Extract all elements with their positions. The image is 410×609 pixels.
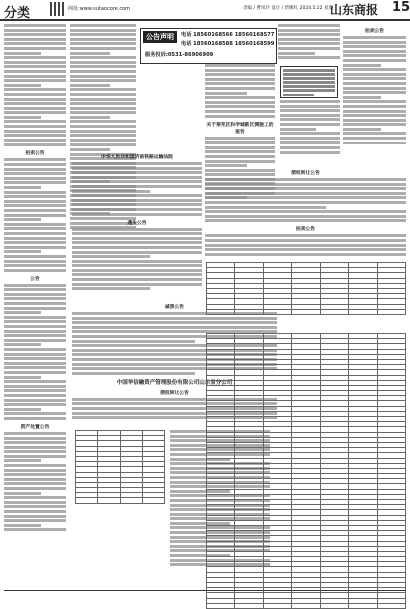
text-line	[343, 137, 406, 140]
text-line	[4, 459, 41, 462]
text-line	[4, 284, 66, 287]
text-line	[4, 473, 66, 476]
text-line	[343, 100, 406, 103]
text-line	[72, 228, 202, 231]
text-line	[4, 75, 66, 78]
text-line	[4, 177, 66, 180]
text-line	[72, 260, 202, 263]
notice-title: 减资公告	[72, 303, 277, 310]
text-line	[280, 109, 340, 112]
text-line	[343, 123, 406, 126]
text-line	[205, 110, 275, 113]
text-line	[4, 42, 66, 45]
text-line	[343, 91, 406, 94]
text-line	[72, 273, 202, 276]
text-line	[4, 163, 66, 166]
text-line	[72, 203, 202, 206]
text-line	[4, 437, 66, 440]
table-cell	[377, 309, 405, 314]
text-line	[72, 269, 202, 272]
notice-title: 资产处置公告	[4, 423, 66, 430]
text-line	[72, 180, 202, 183]
text-line	[4, 320, 66, 323]
text-line	[70, 56, 136, 59]
text-line	[205, 69, 275, 72]
text-line	[343, 54, 406, 57]
text-line	[205, 141, 275, 144]
text-line	[283, 73, 335, 76]
table-cell	[120, 498, 142, 503]
text-line	[72, 255, 150, 258]
text-line	[280, 123, 340, 126]
small-table	[206, 262, 406, 315]
text-line	[4, 366, 66, 369]
text-line	[205, 215, 406, 218]
text-line	[4, 56, 66, 59]
text-line	[4, 200, 66, 203]
text-line	[4, 505, 66, 508]
text-line	[343, 119, 406, 122]
text-line	[4, 441, 66, 444]
text-line	[72, 194, 202, 197]
text-line	[72, 208, 202, 211]
text-line	[4, 492, 41, 495]
text-line	[343, 68, 406, 71]
text-line	[72, 287, 150, 290]
table-cell	[263, 603, 291, 608]
text-line	[4, 143, 66, 146]
text-line	[343, 110, 406, 113]
text-line	[72, 162, 202, 165]
text-line	[72, 171, 202, 174]
page-header	[0, 0, 410, 21]
text-line	[70, 24, 136, 27]
text-line	[4, 399, 66, 402]
text-line	[4, 158, 66, 161]
table-cell	[292, 603, 320, 608]
large-table	[206, 333, 406, 609]
text-line	[72, 232, 202, 235]
text-line	[4, 98, 66, 101]
text-line	[4, 385, 66, 388]
text-line	[70, 33, 136, 36]
text-line	[4, 330, 66, 333]
text-line	[4, 353, 66, 356]
table-cell	[263, 309, 291, 314]
text-line	[205, 73, 275, 76]
text-line	[4, 528, 66, 531]
text-line	[4, 38, 66, 41]
text-line	[4, 223, 66, 226]
text-line	[4, 65, 66, 68]
notice-title: 中国华信融资产管理股份有限公司山东省分公司	[72, 378, 277, 386]
boxed-notice	[280, 66, 338, 98]
table-cell	[292, 309, 320, 314]
text-line	[205, 78, 275, 81]
text-line	[205, 82, 275, 85]
table-cell	[349, 309, 377, 314]
text-line	[4, 269, 66, 272]
text-line	[4, 334, 66, 337]
text-line	[205, 196, 406, 199]
newspaper-brand: 山东商报	[330, 1, 378, 18]
text-line	[205, 219, 406, 222]
table-cell	[235, 309, 263, 314]
text-line	[343, 132, 406, 135]
text-line	[4, 515, 66, 518]
text-line	[4, 139, 66, 142]
text-line	[4, 120, 66, 123]
notice-title: 债权转让公告	[205, 169, 406, 176]
text-line	[283, 85, 335, 88]
text-line	[4, 464, 66, 467]
asset-table	[75, 430, 165, 504]
text-line	[4, 29, 66, 32]
text-line	[72, 185, 202, 188]
text-line	[280, 114, 340, 117]
text-line	[205, 87, 275, 90]
notice-title: 关于莱芜区科学城新区测施工的报告	[205, 121, 275, 135]
text-line	[72, 317, 277, 320]
ad-phone-1: 电话 18560168566 18560168577	[181, 31, 274, 38]
text-line	[4, 33, 66, 36]
text-line	[4, 297, 66, 300]
column-5-top	[278, 24, 340, 64]
text-line	[205, 96, 275, 99]
text-line	[205, 234, 406, 237]
text-line	[205, 248, 406, 251]
text-line	[4, 218, 41, 221]
text-line	[4, 250, 41, 253]
table-cell	[76, 498, 98, 503]
text-line	[343, 77, 406, 80]
text-line	[72, 190, 150, 193]
text-line	[4, 102, 66, 105]
right-block	[205, 166, 406, 256]
text-line	[4, 93, 66, 96]
text-line	[278, 38, 340, 41]
text-line	[4, 339, 66, 342]
text-line	[4, 302, 66, 305]
text-line	[283, 94, 314, 97]
text-line	[4, 455, 66, 458]
notice-title: 拍卖公告	[343, 27, 406, 34]
text-line	[280, 118, 340, 121]
text-line	[72, 340, 195, 343]
table-cell	[207, 603, 235, 608]
text-line	[4, 417, 66, 420]
text-line	[205, 92, 247, 95]
text-line	[343, 114, 406, 117]
text-line	[72, 213, 202, 216]
table-cell	[98, 498, 120, 503]
text-line	[4, 237, 66, 240]
text-line	[278, 42, 340, 45]
text-line	[205, 178, 406, 181]
text-line	[4, 195, 66, 198]
text-line	[4, 380, 66, 383]
text-line	[205, 253, 406, 256]
text-line	[280, 146, 340, 149]
text-line	[4, 232, 66, 235]
text-line	[205, 244, 406, 247]
text-line	[4, 450, 66, 453]
text-line	[72, 251, 202, 254]
text-line	[72, 264, 202, 267]
text-line	[4, 478, 66, 481]
text-line	[4, 134, 66, 137]
text-line	[4, 389, 66, 392]
text-line	[205, 187, 406, 190]
text-line	[72, 321, 277, 324]
text-line	[205, 105, 275, 108]
text-line	[72, 326, 277, 329]
text-line	[280, 128, 316, 131]
text-line	[278, 33, 340, 36]
text-line	[70, 38, 136, 41]
text-line	[205, 155, 275, 158]
classified-ad-box	[140, 28, 277, 64]
qr-code-icon	[50, 2, 64, 16]
text-line	[4, 61, 66, 64]
table-cell	[235, 603, 263, 608]
text-line	[343, 45, 406, 48]
text-line	[70, 42, 136, 45]
notice-title: 拍卖公告	[205, 225, 406, 232]
text-line	[283, 77, 335, 80]
text-line	[4, 501, 66, 504]
text-line	[4, 111, 66, 114]
text-line	[4, 524, 41, 527]
text-line	[72, 241, 202, 244]
text-line	[343, 142, 406, 144]
text-line	[4, 88, 66, 91]
text-line	[4, 357, 66, 360]
text-line	[280, 151, 340, 154]
text-line	[72, 278, 202, 281]
text-line	[205, 64, 275, 67]
text-line	[343, 73, 406, 76]
text-line	[4, 432, 66, 435]
text-line	[278, 56, 340, 59]
text-line	[4, 371, 66, 374]
notice-title: 公告	[4, 275, 66, 282]
text-line	[343, 36, 406, 39]
text-line	[4, 482, 66, 485]
text-line	[4, 241, 66, 244]
text-line	[72, 167, 202, 170]
text-line	[343, 128, 381, 131]
column-5-mid	[280, 100, 340, 160]
text-line	[280, 141, 340, 144]
text-line	[4, 288, 66, 291]
text-line	[4, 348, 66, 351]
text-line	[4, 376, 41, 379]
text-line	[280, 105, 340, 108]
text-line	[4, 47, 66, 50]
edition-meta: 责编 / 曹凤玲 设计 / 贾娜红 2024.5.22 星期三	[243, 5, 337, 11]
text-line	[205, 210, 406, 213]
text-line	[4, 70, 66, 73]
text-line	[343, 96, 381, 99]
text-line	[205, 239, 406, 242]
text-line	[4, 191, 66, 194]
site-url[interactable]: 网址:www.sutaocore.com	[68, 5, 130, 12]
text-line	[343, 41, 406, 44]
column-1	[4, 24, 66, 586]
text-line	[4, 412, 66, 415]
text-line	[280, 137, 340, 140]
text-line	[4, 116, 41, 119]
text-line	[343, 82, 406, 85]
table-cell	[142, 498, 164, 503]
text-line	[72, 372, 195, 375]
text-line	[4, 227, 66, 230]
text-line	[4, 130, 66, 133]
text-line	[4, 325, 66, 328]
text-line	[343, 87, 406, 90]
text-line	[4, 403, 66, 406]
text-line	[4, 168, 66, 171]
text-line	[283, 81, 335, 84]
text-line	[4, 316, 66, 319]
text-line	[4, 255, 66, 258]
text-line	[72, 176, 202, 179]
text-line	[343, 105, 406, 108]
notice-title: 中华人民共和国济南铁路运输法院	[72, 153, 202, 160]
text-line	[343, 59, 406, 62]
text-line	[72, 246, 202, 249]
text-line	[280, 132, 340, 135]
text-line	[4, 264, 66, 267]
ad-logo: 公告声明	[143, 31, 177, 43]
text-line	[4, 519, 66, 522]
text-line	[4, 487, 66, 490]
text-line	[205, 101, 275, 104]
text-line	[4, 362, 66, 365]
text-line	[278, 29, 340, 32]
notice-title: 拍卖公告	[4, 149, 66, 156]
table-cell	[320, 603, 348, 608]
text-line	[4, 24, 66, 27]
text-line	[72, 199, 202, 202]
text-line	[4, 293, 66, 296]
ad-hotline: 服务投诉:0531-86906909	[145, 51, 213, 58]
text-line	[205, 150, 275, 153]
text-line	[4, 408, 41, 411]
text-line	[205, 160, 275, 163]
text-line	[4, 79, 66, 82]
text-line	[4, 52, 41, 55]
table-cell	[349, 603, 377, 608]
text-line	[4, 246, 66, 249]
text-line	[205, 192, 406, 195]
text-line	[4, 214, 66, 217]
text-line	[4, 186, 41, 189]
text-line	[278, 52, 315, 55]
text-line	[4, 204, 66, 207]
table-cell	[377, 603, 405, 608]
text-line	[343, 50, 406, 53]
text-line	[205, 183, 406, 186]
middle-column	[72, 62, 202, 292]
text-line	[205, 137, 275, 140]
text-line	[4, 469, 66, 472]
text-line	[4, 181, 66, 184]
text-line	[343, 64, 381, 67]
table-cell	[207, 309, 235, 314]
text-line	[4, 84, 41, 87]
text-line	[205, 115, 275, 118]
text-line	[4, 311, 41, 314]
page-footer	[4, 590, 406, 591]
section-title: 分类	[4, 2, 30, 21]
text-line	[4, 209, 66, 212]
text-line	[283, 89, 335, 92]
text-line	[205, 201, 406, 204]
text-line	[205, 146, 275, 149]
text-line	[4, 172, 66, 175]
text-line	[4, 510, 66, 513]
text-line	[278, 47, 340, 50]
text-line	[280, 100, 340, 103]
text-line	[72, 283, 202, 286]
text-line	[4, 107, 66, 110]
text-line	[70, 52, 110, 55]
text-line	[70, 47, 136, 50]
page-number: 15	[392, 0, 410, 15]
notice-title: 债权转让公告	[72, 389, 277, 396]
text-line	[283, 69, 335, 72]
text-line	[4, 446, 66, 449]
text-line	[72, 237, 202, 240]
notice-title: 遗失公告	[72, 219, 202, 226]
text-line	[205, 206, 326, 209]
ad-phone-2: 电话 18560168588 18560168599	[181, 40, 274, 47]
text-line	[4, 125, 66, 128]
text-line	[4, 260, 66, 263]
text-line	[4, 394, 66, 397]
column-6	[343, 24, 406, 144]
text-line	[4, 307, 66, 310]
text-line	[70, 29, 136, 32]
text-line	[4, 343, 41, 346]
text-line	[4, 496, 66, 499]
text-line	[278, 24, 340, 27]
table-cell	[320, 309, 348, 314]
